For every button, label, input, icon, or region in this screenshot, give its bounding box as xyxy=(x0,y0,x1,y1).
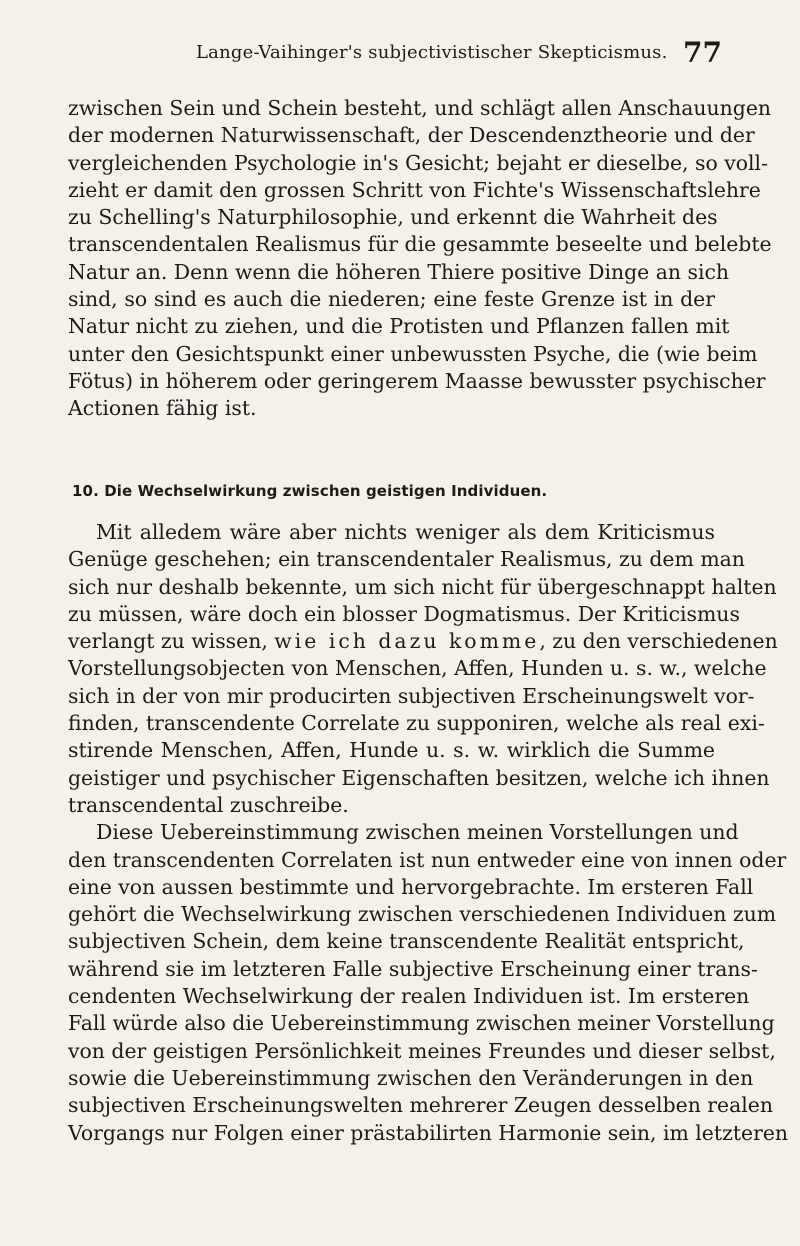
text-line: zu Schelling's Naturphilosophie, und erkennt die Wahrheit des xyxy=(68,205,718,230)
running-title: Lange-Vaihinger's subjectivistischer Skepticismus. xyxy=(196,42,668,63)
text-line: während sie im letzteren Falle subjective Erscheinung einer trans- xyxy=(68,956,758,981)
text-line: zieht er damit den grossen Schritt von Fichte's Wissenschaftslehre xyxy=(68,177,761,202)
text-line: Diese Uebereinstimmung zwischen meinen Vorstellungen und xyxy=(96,820,739,845)
text-line: Fall würde also die Uebereinstimmung zwischen meiner Vorstellung xyxy=(68,1011,775,1036)
text-line: Vorstellungsobjecten von Menschen, Affen, Hunden u. s. w., welche xyxy=(68,656,767,681)
text-line: von der geistigen Persönlichkeit meines Freundes und dieser selbst, xyxy=(68,1038,776,1063)
text-line: zu müssen, wäre doch ein blosser Dogmatismus. Der Kriticismus xyxy=(68,601,740,626)
page-header xyxy=(68,36,722,76)
section-body xyxy=(68,519,789,1147)
text-line: Actionen fähig ist. xyxy=(68,396,257,421)
text-line: vergleichenden Psychologie in's Gesicht; bejaht er dieselbe, so voll- xyxy=(68,150,768,175)
text-line: finden, transcendente Correlate zu supponiren, welche als real exi- xyxy=(68,711,765,736)
text-line-emphasis xyxy=(68,628,778,655)
text-line: den transcendenten Correlaten ist nun entweder eine von innen oder xyxy=(68,847,787,872)
text-line: sich nur deshalb bekennte, um sich nicht für übergeschnappt halten xyxy=(68,574,777,599)
text-line: unter den Gesichtspunkt einer unbewussten Psyche, die (wie beim xyxy=(68,341,758,366)
text-line: Natur an. Denn wenn die höheren Thiere positive Dinge an sich xyxy=(68,259,730,284)
page-number: 77 xyxy=(683,36,722,69)
text-line: geistiger und psychischer Eigenschaften besitzen, welche ich ihnen xyxy=(68,765,770,790)
text-line: sind, so sind es auch die niederen; eine feste Grenze ist in der xyxy=(68,287,715,312)
text-line: gehört die Wechselwirkung zwischen verschiedenen Individuen zum xyxy=(68,902,777,927)
emphasized-phrase: wie ich dazu komme xyxy=(274,629,540,654)
text-line: transcendental zuschreibe. xyxy=(68,792,349,817)
text-line: Natur nicht zu ziehen, und die Protisten und Pflanzen fallen mit xyxy=(68,314,730,339)
text-line: Vorgangs nur Folgen einer prästabilirten Harmonie sein, im letzteren xyxy=(68,1120,789,1145)
text-line: Mit alledem wäre aber nichts weniger als dem Kriticismus xyxy=(96,520,715,544)
text-line: sowie die Uebereinstimmung zwischen den Veränderungen in den xyxy=(68,1065,754,1090)
text-line: stirende Menschen, Affen, Hunde u. s. w. wirklich die Summe xyxy=(68,738,715,763)
text-line: Fötus) in höherem oder geringerem Maasse bewusster psychischer xyxy=(68,368,766,393)
text-line: sich in der von mir producirten subjectiven Erscheinungswelt vor- xyxy=(68,683,755,708)
section-heading: 10. Die Wechselwirkung zwischen geistigen Individuen. xyxy=(72,482,548,500)
paragraph-1 xyxy=(68,95,772,423)
text-line: cendenten Wechselwirkung der realen Individuen ist. Im ersteren xyxy=(68,984,750,1009)
text-line: subjectiven Schein, dem keine transcendente Realität entspricht, xyxy=(68,929,745,954)
text-line: eine von aussen bestimmte und hervorgebrachte. Im ersteren Fall xyxy=(68,874,754,899)
text-line: subjectiven Erscheinungswelten mehrerer Zeugen desselben realen xyxy=(68,1093,774,1118)
text-line: Genüge geschehen; ein transcendentaler Realismus, zu dem man xyxy=(68,547,745,572)
text-segment: , zu den verschiedenen xyxy=(539,629,778,654)
text-line: zwischen Sein und Schein besteht, und schlägt allen Anschauungen xyxy=(68,96,772,120)
text-line: der modernen Naturwissenschaft, der Descendenztheorie und der xyxy=(68,123,755,148)
text-segment: verlangt zu wissen, xyxy=(68,629,275,654)
text-line: transcendentalen Realismus für die gesammte beseelte und belebte xyxy=(68,232,772,257)
